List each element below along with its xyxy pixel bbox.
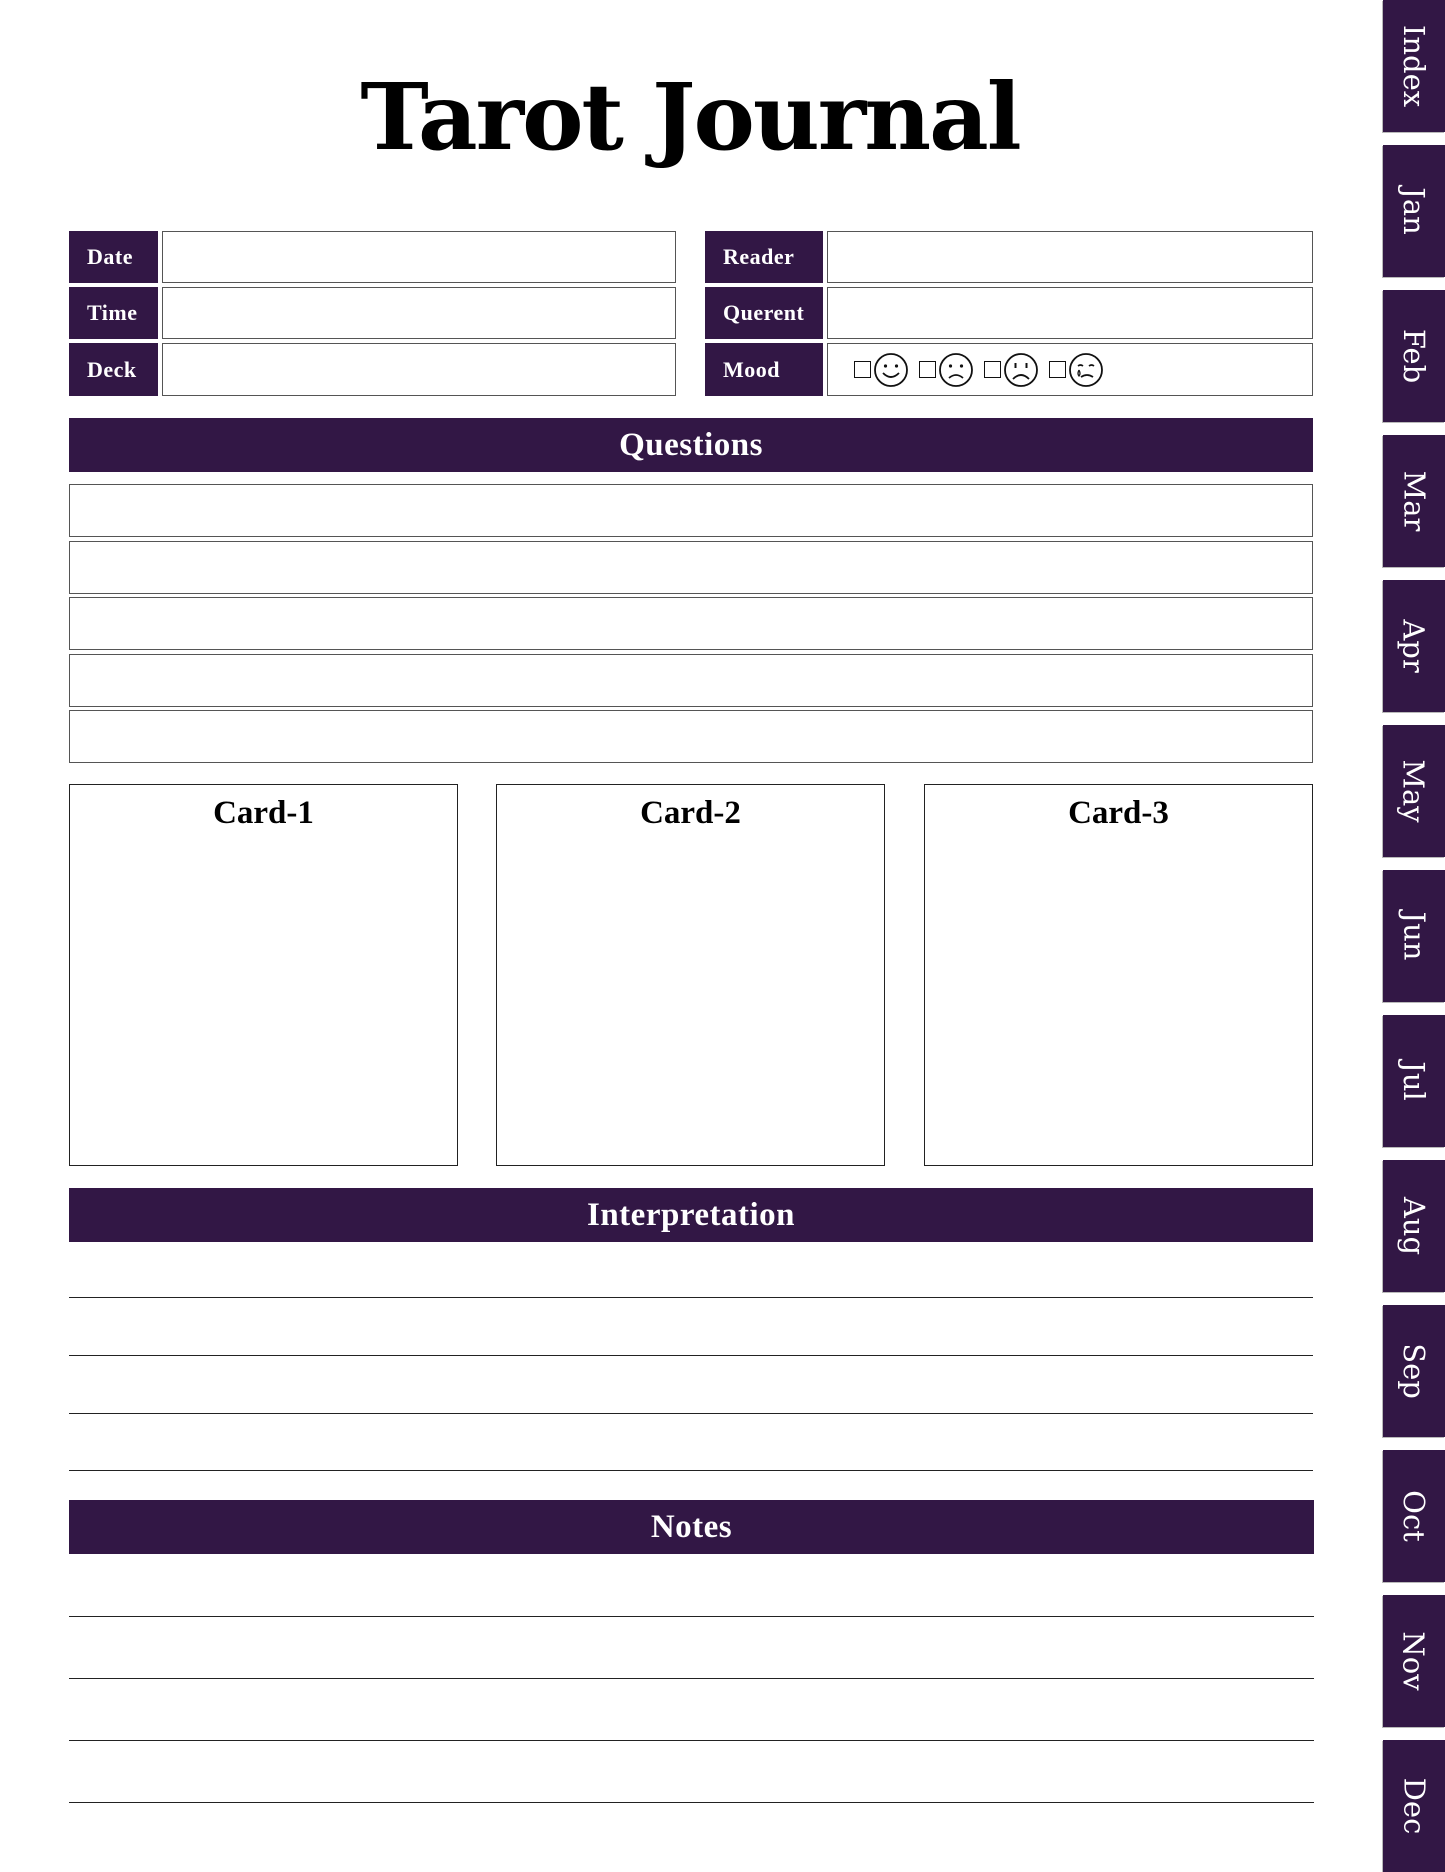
smiling-face-icon bbox=[873, 352, 909, 388]
deck-field[interactable] bbox=[162, 343, 676, 396]
notes-line-1[interactable] bbox=[69, 1616, 1314, 1617]
tab-aug[interactable] bbox=[1383, 1160, 1445, 1292]
question-line-2[interactable] bbox=[69, 541, 1313, 594]
tab-nov[interactable] bbox=[1383, 1595, 1445, 1727]
tab-label: May bbox=[1397, 759, 1431, 823]
tab-label: Apr bbox=[1397, 619, 1431, 673]
mood-checkbox[interactable] bbox=[984, 361, 1001, 378]
date-field[interactable] bbox=[162, 231, 676, 283]
mood-option-sad[interactable] bbox=[919, 352, 974, 388]
notes-line-4[interactable] bbox=[69, 1802, 1314, 1803]
card-3-title: Card-3 bbox=[1068, 795, 1169, 831]
interpretation-line-3[interactable] bbox=[69, 1413, 1313, 1414]
tab-oct[interactable] bbox=[1383, 1450, 1445, 1582]
mood-checkbox[interactable] bbox=[1049, 361, 1066, 378]
tab-feb[interactable] bbox=[1383, 290, 1445, 422]
notes-line-2[interactable] bbox=[69, 1678, 1314, 1679]
tab-index[interactable] bbox=[1383, 0, 1445, 132]
mood-option-happy[interactable] bbox=[854, 352, 909, 388]
tab-label: Sep bbox=[1397, 1343, 1431, 1399]
question-line-3[interactable] bbox=[69, 597, 1313, 650]
querent-field[interactable] bbox=[827, 287, 1313, 339]
question-line-5[interactable] bbox=[69, 710, 1313, 763]
time-label: Time bbox=[69, 287, 158, 339]
mood-field bbox=[827, 343, 1313, 396]
questions-header: Questions bbox=[69, 418, 1313, 472]
tab-label: Jul bbox=[1396, 1061, 1431, 1101]
sad-face-icon bbox=[938, 352, 974, 388]
frowning-face-icon bbox=[1003, 352, 1039, 388]
tab-jun[interactable] bbox=[1383, 870, 1445, 1002]
reader-label: Reader bbox=[705, 231, 823, 283]
tab-label: Jan bbox=[1397, 187, 1431, 235]
question-line-1[interactable] bbox=[69, 484, 1313, 537]
tab-dec[interactable] bbox=[1383, 1740, 1445, 1872]
reader-field[interactable] bbox=[827, 231, 1313, 283]
card-1-box[interactable] bbox=[69, 784, 458, 1166]
card-2-title: Card-2 bbox=[640, 795, 741, 831]
notes-line-3[interactable] bbox=[69, 1740, 1314, 1741]
crying-face-icon bbox=[1068, 352, 1104, 388]
card-2-box[interactable] bbox=[496, 784, 885, 1166]
mood-option-frowning[interactable] bbox=[984, 352, 1039, 388]
interpretation-header: Interpretation bbox=[69, 1188, 1313, 1242]
tab-label: Dec bbox=[1397, 1777, 1431, 1835]
page-title: Tarot Journal bbox=[360, 63, 1020, 171]
querent-label: Querent bbox=[705, 287, 823, 339]
interpretation-line-2[interactable] bbox=[69, 1355, 1313, 1356]
card-1-title: Card-1 bbox=[213, 795, 314, 831]
time-field[interactable] bbox=[162, 287, 676, 339]
tab-label: Index bbox=[1397, 24, 1431, 108]
mood-checkbox[interactable] bbox=[919, 361, 936, 378]
mood-option-crying[interactable] bbox=[1049, 352, 1104, 388]
mood-options bbox=[828, 344, 1312, 395]
interpretation-line-4[interactable] bbox=[69, 1470, 1313, 1471]
tab-sep[interactable] bbox=[1383, 1305, 1445, 1437]
mood-label: Mood bbox=[705, 343, 823, 396]
tab-mar[interactable] bbox=[1383, 435, 1445, 567]
card-3-box[interactable] bbox=[924, 784, 1313, 1166]
tab-label: Nov bbox=[1397, 1631, 1431, 1691]
tab-label: Mar bbox=[1396, 470, 1431, 532]
tab-label: Feb bbox=[1396, 328, 1431, 384]
date-label: Date bbox=[69, 231, 158, 283]
tab-apr[interactable] bbox=[1383, 580, 1445, 712]
tab-may[interactable] bbox=[1383, 725, 1445, 857]
deck-label: Deck bbox=[69, 343, 158, 396]
tab-jan[interactable] bbox=[1383, 145, 1445, 277]
question-line-4[interactable] bbox=[69, 654, 1313, 707]
notes-header: Notes bbox=[69, 1500, 1314, 1554]
tab-label: Oct bbox=[1396, 1490, 1431, 1542]
tab-label: Jun bbox=[1396, 911, 1431, 961]
interpretation-line-1[interactable] bbox=[69, 1297, 1313, 1298]
tab-label: Aug bbox=[1397, 1196, 1431, 1256]
mood-checkbox[interactable] bbox=[854, 361, 871, 378]
tab-jul[interactable] bbox=[1383, 1015, 1445, 1147]
